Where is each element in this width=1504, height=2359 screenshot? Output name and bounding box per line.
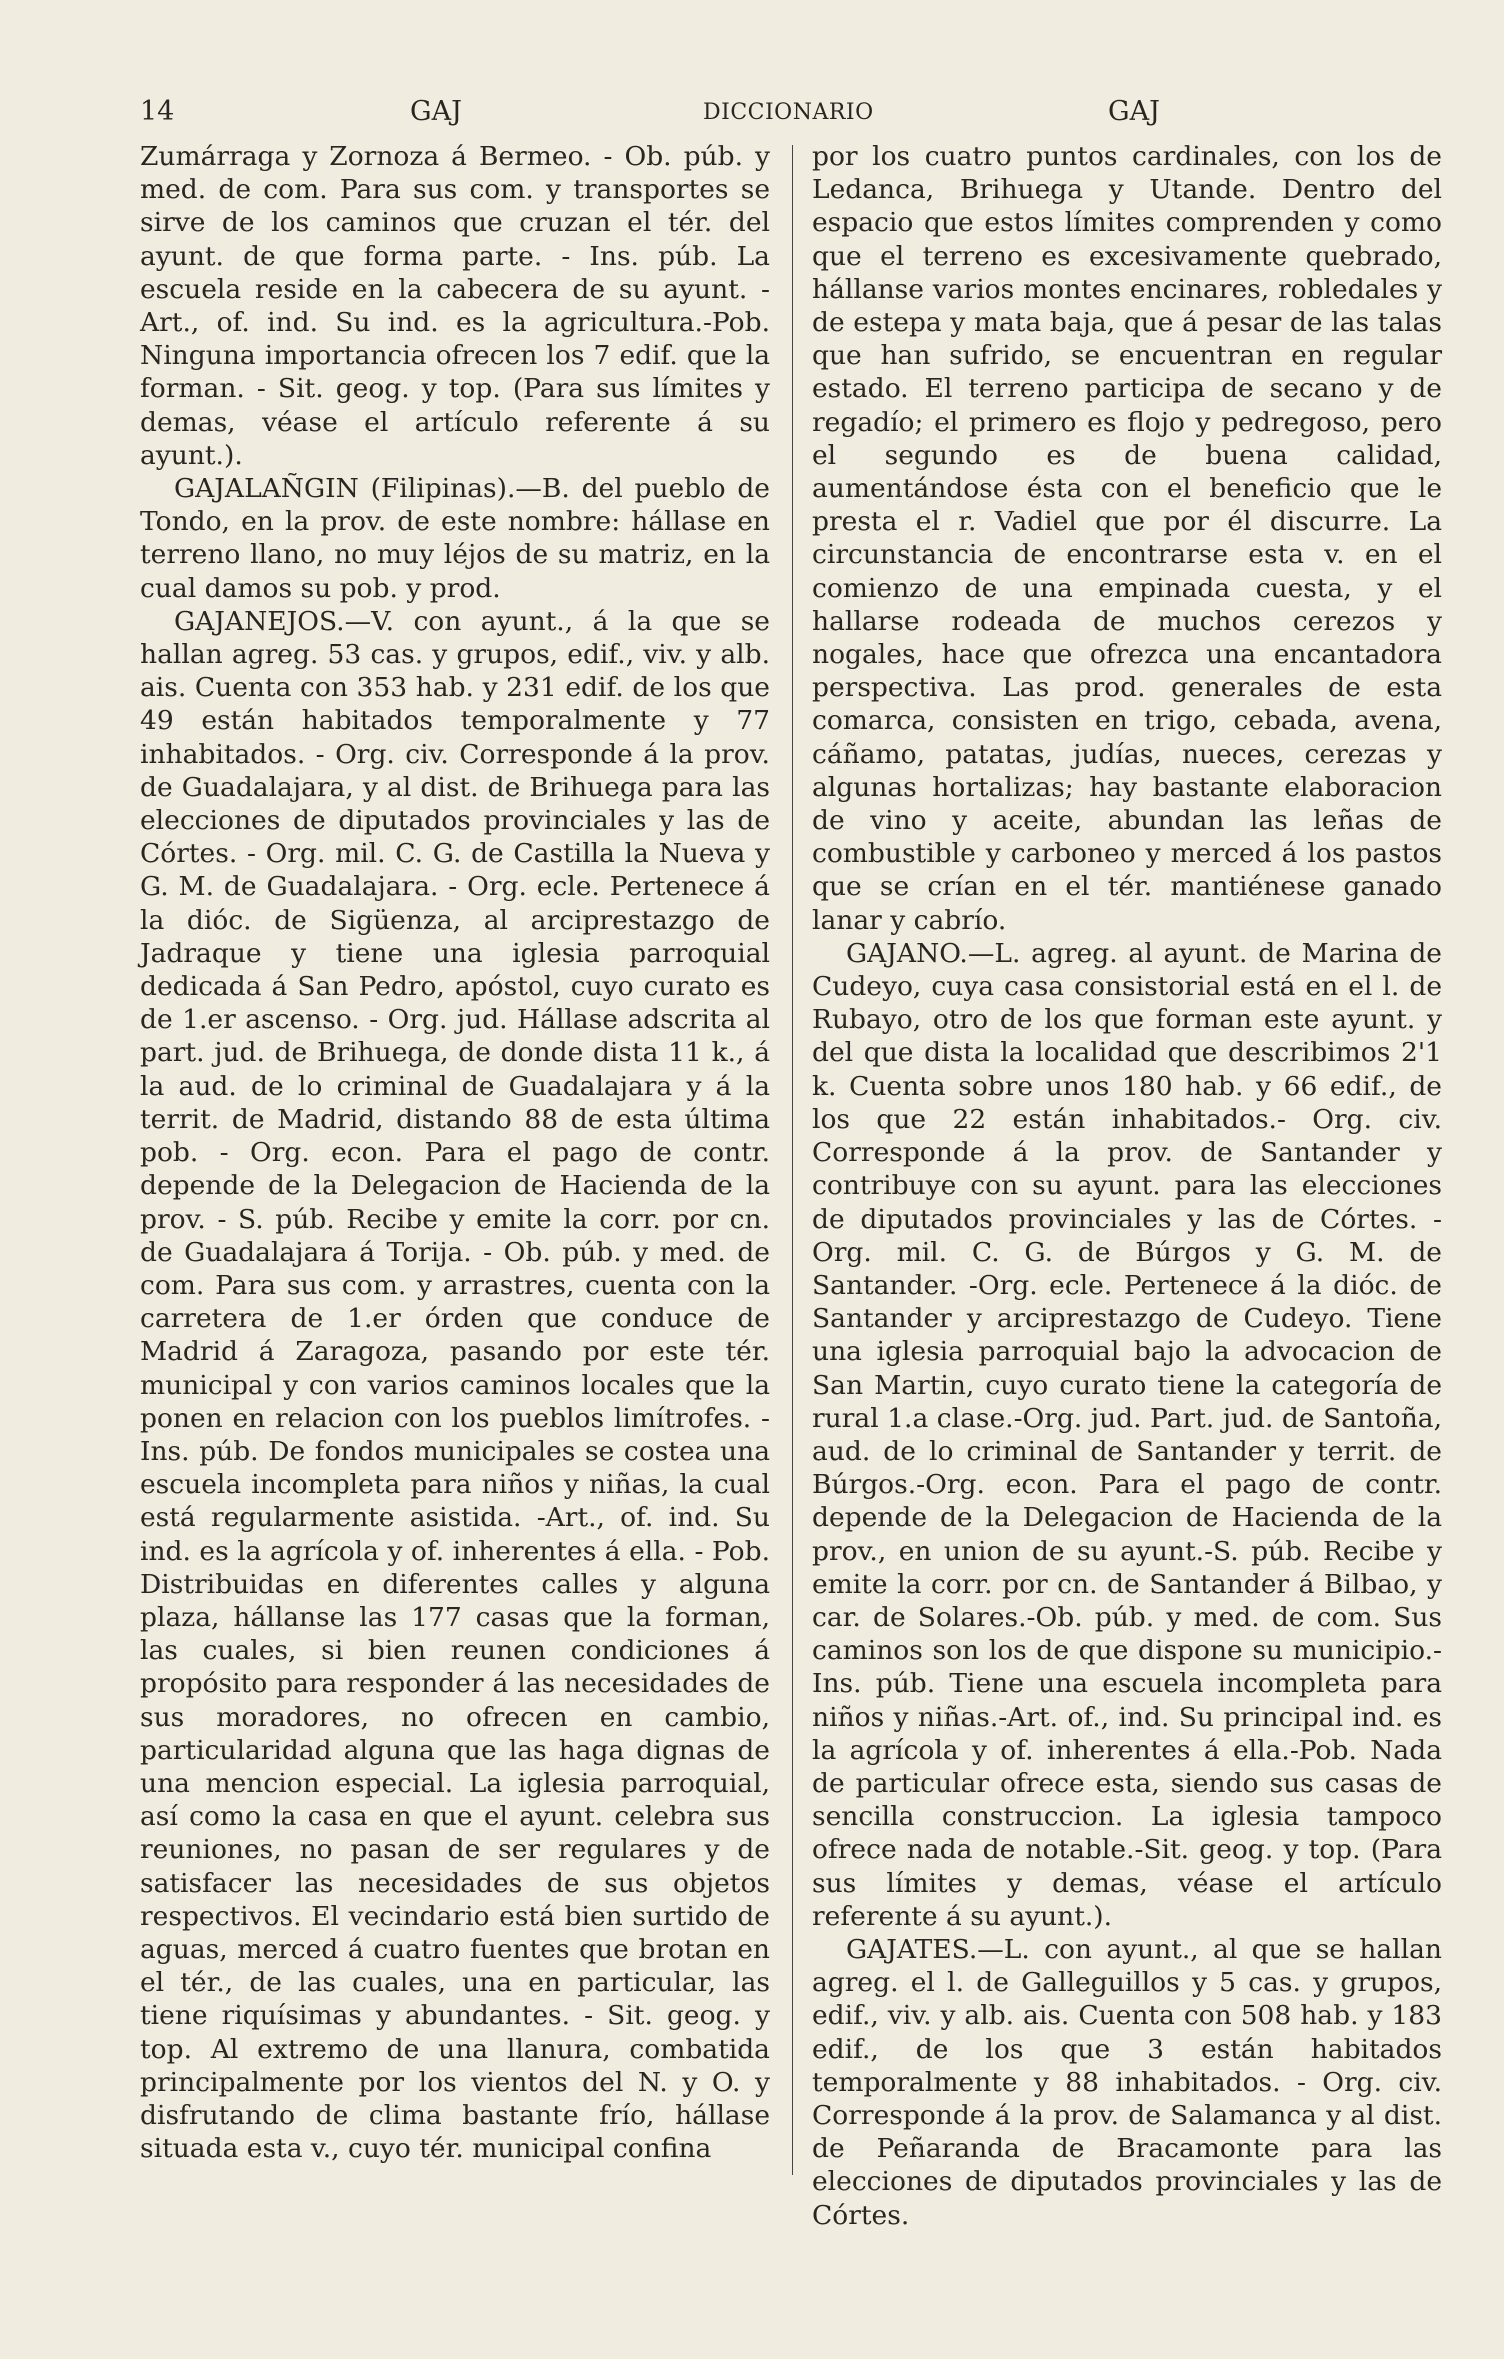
right-column: [812, 140, 1442, 2232]
page-number: 14: [140, 96, 175, 127]
left-column: [140, 140, 770, 2165]
entry-gajalangin: GAJALAÑGIN (Filipinas).—B. del pueblo de Tondo, en la prov. de este nombre: hállase en terreno llano, no muy léjos de su matriz, en la cual damos su pob. y prod.: [140, 473, 770, 604]
entry-gajano: GAJANO.—L. agreg. al ayunt. de Marina de Cudeyo, cuya casa consistorial está en el l. de Rubayo, otro de los que forman este ayunt. y del que dista la localidad que describimos 2'1 k. Cuenta sobre unos 180 hab. y 66 edif., de los que 22 están inhabitados.- Org. civ. Corresponde á la prov. de Santander y contribuye con su ayunt. para las elecciones de diputados provinciales y las de Córtes. -Org. mil. C. G. de Búrgos y G. M. de Santander. -Org. ecle. Pertenece á la dióc. de Santander y arciprestazgo de Cudeyo. Tiene una iglesia parroquial bajo la advocacion de San Martin, cuyo curato tiene la categoría de rural 1.a clase.-Org. jud. Part. jud. de Santoña, aud. de lo criminal de Santander y territ. de Búrgos.-Org. econ. Para el pago de contr. depende de la Delegacion de Hacienda de la prov., en union de su ayunt.-S. púb. Recibe y emite la corr. por cn. de Santander á Bilbao, y car. de Solares.-Ob. púb. y med. de com. Sus caminos son los de que dispone su municipio.-Ins. púb. Tiene una escuela incompleta para niños y niñas.-Art. of., ind. Su principal ind. es la agrícola y of. inherentes á ella.-Pob. Nada de particular ofrece esta, siendo sus casas de sencilla construccion. La iglesia tampoco ofrece nada de notable.-Sit. geog. y top. (Para sus límites y demas, véase el artículo referente á su ayunt.).: [812, 937, 1442, 1932]
column-divider: [792, 145, 793, 2175]
header-right-word: GAJ: [1108, 96, 1160, 127]
header-left-word: GAJ: [410, 96, 462, 127]
entry-gajanejos: GAJANEJOS.—V. con ayunt., á la que se hallan agreg. 53 cas. y grupos, edif., viv. y alb. ais. Cuenta con 353 hab. y 231 edif. de los que 49 están habitados temporalmente y 77 inhabitados. - Org. civ. Corresponde á la prov. de Guadalajara, y al dist. de Brihuega para las elecciones de diputados provinciales y las de Córtes. - Org. mil. C. G. de Castilla la Nueva y G. M. de Guadalajara. - Org. ecle. Pertenece á la dióc. de Sigüenza, al arciprestazgo de Jadraque y tiene una iglesia parroquial dedicada á San Pedro, apóstol, cuyo curato es de 1.er ascenso. - Org. jud. Hállase adscrita al part. jud. de Brihuega, de donde dista 11 k., á la aud. de lo criminal de Guadalajara y á la territ. de Madrid, distando 88 de esta última pob. - Org. econ. Para el pago de contr. depende de la Delegacion de Hacienda de la prov. - S. púb. Recibe y emite la corr. por cn. de Guadalajara á Torija. - Ob. púb. y med. de com. Para sus com. y arrastres, cuenta con la carretera de 1.er órden que conduce de Madrid á Zaragoza, pasando por este tér. municipal y con varios caminos locales que la ponen en relacion con los pueblos limítrofes. - Ins. púb. De fondos municipales se costea una escuela incompleta para niños y niñas, la cual está regularmente asistida. -Art., of. ind. Su ind. es la agrícola y of. inherentes á ella. - Pob. Distribuidas en diferentes calles y alguna plaza, hállanse las 177 casas que la forman, las cuales, si bien reunen condiciones á propósito para responder á las necesidades de sus moradores, no ofrecen en cambio, particularidad alguna que las haga dignas de una mencion especial. La iglesia parroquial, así como la casa en que el ayunt. celebra sus reuniones, no pasan de ser regulares y de satisfacer las necesidades de sus objetos respectivos. El vecindario está bien surtido de aguas, merced á cuatro fuentes que brotan en el tér., de las cuales, una en particular, las tiene riquísimas y abundantes. - Sit. geog. y top. Al extremo de una llanura, combatida principalmente por los vientos del N. y O. y disfrutando de clima bastante frío, hállase situada esta v., cuyo tér. municipal confina: [140, 605, 770, 2165]
header-title: DICCIONARIO: [703, 100, 874, 125]
page-header: [140, 96, 1438, 132]
paragraph-continuation: Zumárraga y Zornoza á Bermeo. - Ob. púb. y med. de com. Para sus com. y transportes se sirve de los caminos que cruzan el tér. del ayunt. de que forma parte. - Ins. púb. La escuela reside en la cabecera de su ayunt. -Art., of. ind. Su ind. es la agricultura.-Pob. Ninguna importancia ofrecen los 7 edif. que la forman. - Sit. geog. y top. (Para sus límites y demas, véase el artículo referente á su ayunt.).: [140, 141, 770, 471]
paragraph-continuation-right: por los cuatro puntos cardinales, con los de Ledanca, Brihuega y Utande. Dentro del espacio que estos límites comprenden y como que el terreno es excesivamente quebrado, hállanse varios montes encinares, robledales y de estepa y mata baja, que á pesar de las talas que han sufrido, se encuentran en regular estado. El terreno participa de secano y de regadío; el primero es flojo y pedregoso, pero el segundo es de buena calidad, aumentándose ésta con el beneficio que le presta el r. Vadiel que por él discurre. La circunstancia de encontrarse esta v. en el comienzo de una empinada cuesta, y el hallarse rodeada de muchos cerezos y nogales, hace que ofrezca una encantadora perspectiva. Las prod. generales de esta comarca, consisten en trigo, cebada, avena, cáñamo, patatas, judías, nueces, cerezas y algunas hortalizas; hay bastante elaboracion de vino y aceite, abundan las leñas de combustible y carboneo y merced á los pastos que se crían en el tér. mantiénese ganado lanar y cabrío.: [812, 141, 1442, 936]
entry-gajates: GAJATES.—L. con ayunt., al que se hallan agreg. el l. de Galleguillos y 5 cas. y grupos, edif., viv. y alb. ais. Cuenta con 508 hab. y 183 edif., de los que 3 están habitados temporalmente y 88 inhabitados. - Org. civ. Corresponde á la prov. de Salamanca y al dist. de Peñaranda de Bracamonte para las elecciones de diputados provinciales y las de Córtes.: [812, 1933, 1442, 2231]
